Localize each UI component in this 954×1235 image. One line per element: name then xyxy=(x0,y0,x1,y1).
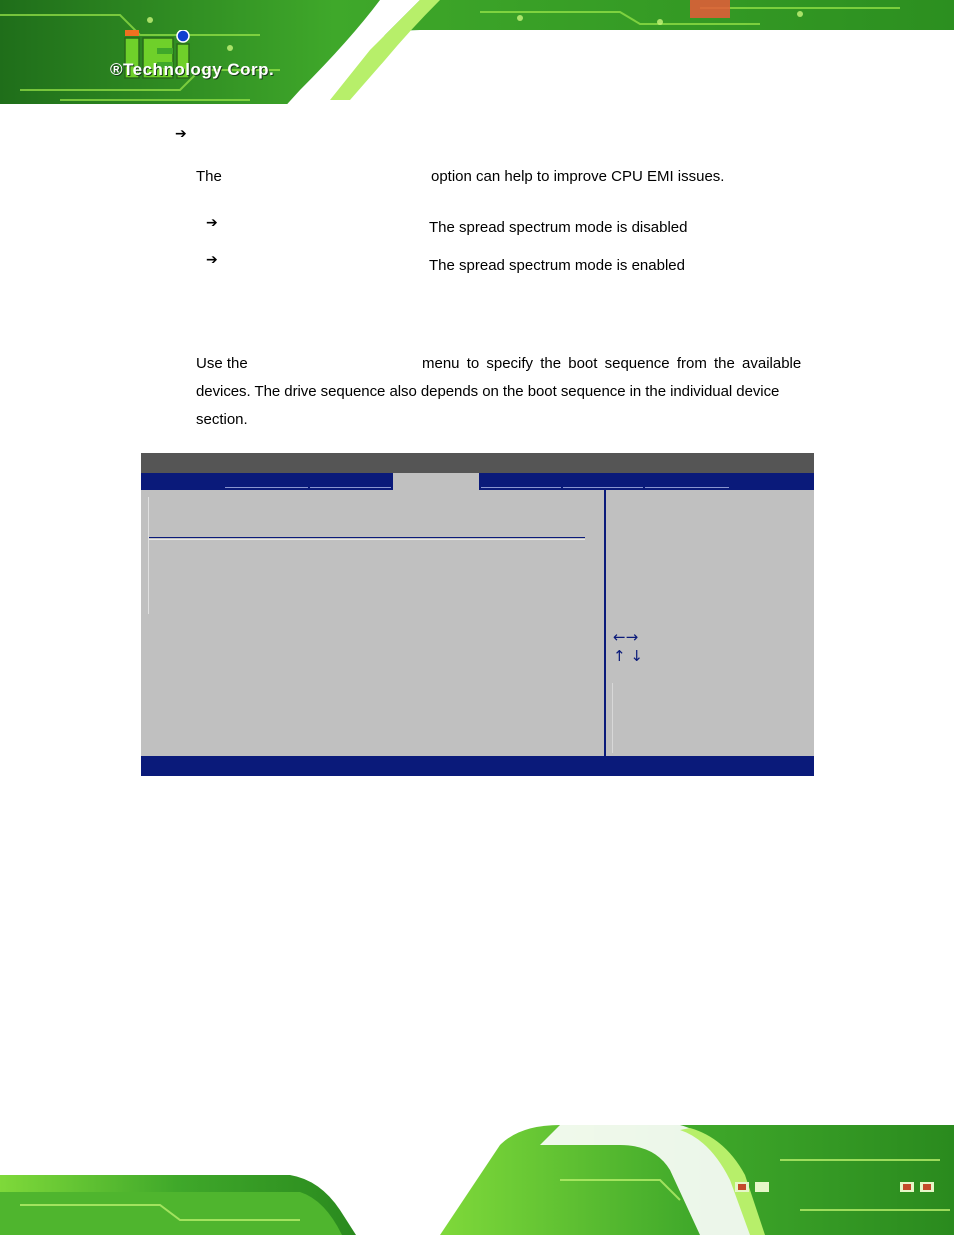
bios-tab-boot-active xyxy=(393,473,479,490)
bios-title-bar xyxy=(141,453,814,473)
boot-line2: devices. The drive sequence also depends on the boot sequence in the individual device xyxy=(196,383,780,400)
bios-status-bar xyxy=(141,756,814,776)
bios-tab-underline xyxy=(225,487,308,488)
choice-enabled-description: The spread spectrum mode is enabled xyxy=(429,257,685,274)
circuit-board-footer-graphic xyxy=(0,1120,954,1235)
up-down-arrows-icon: ↑ ↓ xyxy=(613,647,643,665)
bios-section-separator-shadow xyxy=(149,539,585,540)
bios-tab-underline xyxy=(645,487,729,488)
choice-disabled-description: The spread spectrum mode is disabled xyxy=(429,219,688,236)
option-intro-prefix: The xyxy=(196,168,222,185)
boot-line1-prefix: Use the xyxy=(196,355,248,372)
bios-tab-underline xyxy=(310,487,391,488)
choice-enabled-arrow: ➔ xyxy=(206,252,218,268)
company-tagline: ®Technology Corp. xyxy=(110,60,275,79)
boot-line1-suffix: menu to specify the boot sequence from the available xyxy=(422,355,802,372)
page-footer-banner xyxy=(0,1120,954,1235)
bios-section-separator xyxy=(149,537,585,538)
choice-disabled-arrow: ➔ xyxy=(206,215,218,231)
left-right-arrows-icon: ←→ xyxy=(613,628,639,646)
bios-tab-underline xyxy=(563,487,643,488)
bios-left-pane-edge xyxy=(148,497,149,614)
bios-boot-menu-screenshot xyxy=(141,453,814,776)
bios-tab-underline xyxy=(481,487,561,488)
option-intro-suffix: option can help to improve CPU EMI issues. xyxy=(431,168,725,185)
bios-help-pane-divider xyxy=(604,490,606,756)
bios-help-pane-inner-edge xyxy=(612,683,613,753)
page-header-banner xyxy=(0,0,954,112)
option-bullet-arrow: ➔ xyxy=(175,126,187,142)
boot-line3: section. xyxy=(196,411,248,428)
